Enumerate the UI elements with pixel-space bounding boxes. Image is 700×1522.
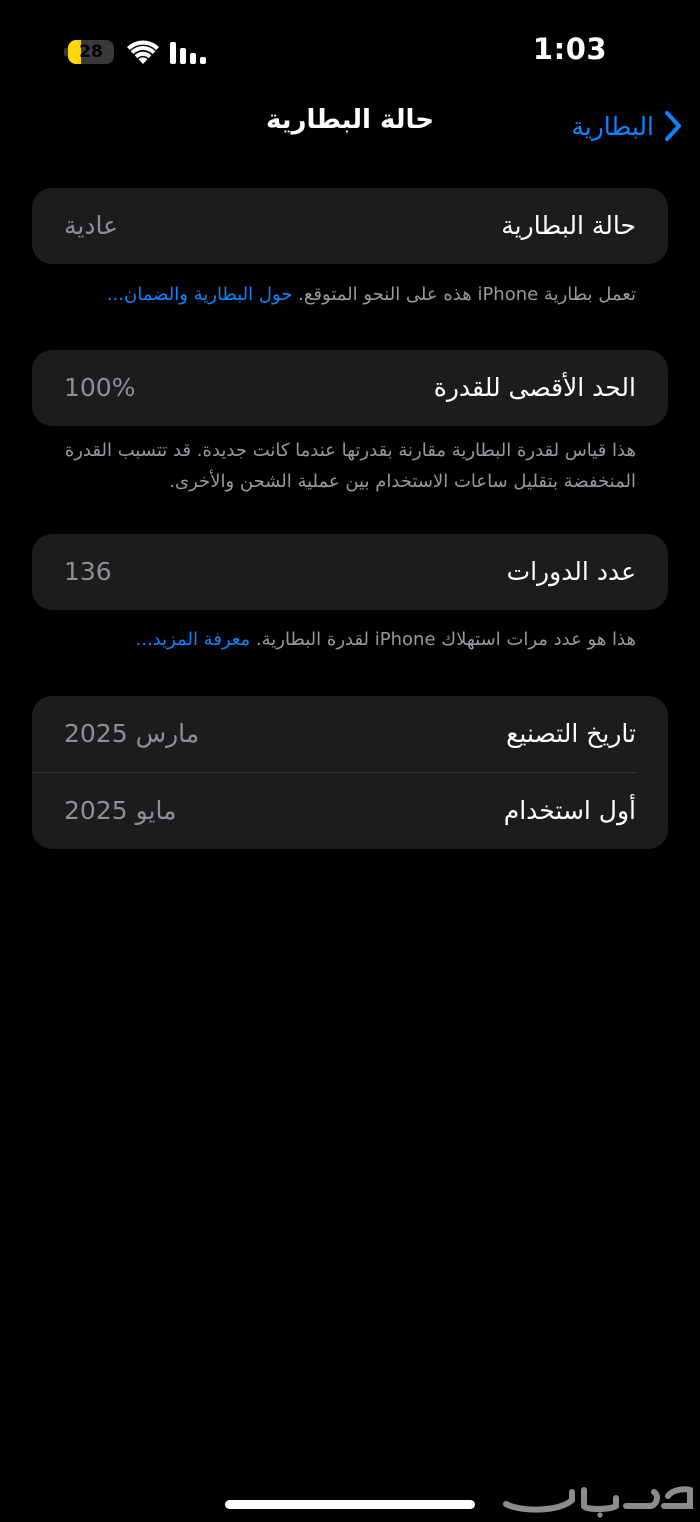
page-title: حالة البطارية [266,105,434,135]
status-bar [0,0,700,100]
battery-health-footnote [64,279,636,310]
cycle-count-footnote [64,624,636,655]
cycle-count-footnote-text: هذا هو عدد مرات استهلاك iPhone لقدرة البطارية. [255,629,636,650]
battery-icon [64,40,114,64]
haraj-logo [500,1482,696,1518]
manufacture-date-label: تاريخ التصنيع [506,719,636,748]
first-use-value: مايو 2025 [64,796,177,825]
maximum-capacity-footnote-text: هذا قياس لقدرة البطارية مقارنة بقدرتها عندما كانت جديدة. قد تتسبب القدرة المنخفضة بتقليل ساعات الاستخدام بين عملية الشحن والأخرى. [64,440,636,492]
manufacture-date-row [32,696,668,772]
maximum-capacity-label: الحد الأقصى للقدرة [433,373,636,402]
chevron-icon [664,110,682,142]
maximum-capacity-group [32,350,668,426]
battery-health-label: حالة البطارية [501,211,636,240]
back-label: البطارية [571,111,654,141]
cycle-count-value: 136 [64,557,112,586]
cycle-count-group [32,534,668,610]
home-indicator[interactable] [225,1500,475,1509]
status-bar-time: 1:03 [532,32,608,66]
first-use-label: أول استخدام [503,796,636,825]
cycle-count-label: عدد الدورات [506,557,636,586]
battery-health-group [32,188,668,264]
learn-more-link[interactable]: معرفة المزيد... [135,629,251,650]
back-button[interactable] [571,106,682,146]
wifi-icon [127,40,159,66]
cellular-signal-icon [170,42,206,64]
manufacture-date-value: مارس 2025 [64,719,200,748]
battery-warranty-link[interactable]: حول البطارية والضمان... [106,284,293,305]
battery-health-row [32,188,668,264]
maximum-capacity-value: 100% [64,373,136,402]
battery-level-text: 28 [79,42,103,62]
first-use-row [32,773,668,849]
battery-health-footnote-text: تعمل بطارية iPhone هذه على النحو المتوقع. [298,284,636,305]
battery-dates-group [32,696,668,849]
maximum-capacity-row [32,350,668,426]
cycle-count-row [32,534,668,610]
battery-health-value: عادية [64,211,119,240]
maximum-capacity-footnote [64,435,636,497]
